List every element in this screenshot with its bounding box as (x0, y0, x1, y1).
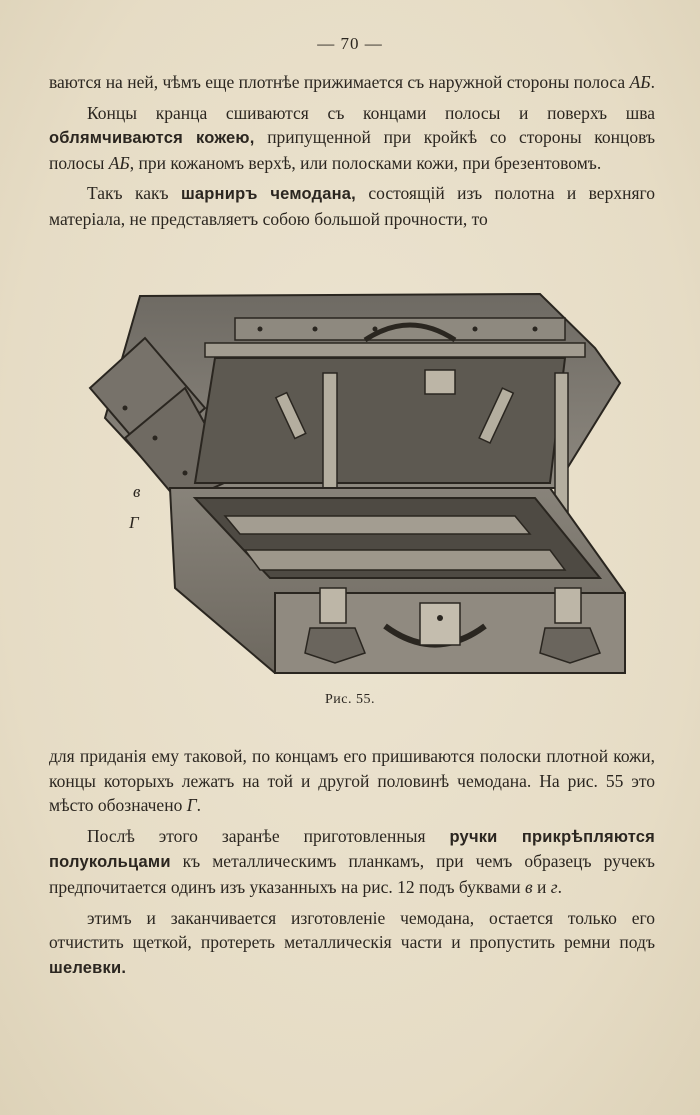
text-run: ваются на ней, чѣмъ еще плотнѣе прижимается съ наружной стороны полоса (49, 72, 630, 92)
text-run: . (557, 876, 562, 897)
paragraph (49, 744, 655, 818)
text-run: припущенной при кройкѣ со стороны концовъ полосы (49, 127, 655, 173)
italic-letters: АБ (629, 72, 651, 92)
suitcase-drawing (85, 288, 630, 683)
figure-caption: Рис. 55. (325, 692, 375, 707)
text-run: для приданія ему таковой, по концамъ его пришиваются полоски плотной кожи, концы которыхъ лежатъ на той и другой половинѣ чемодана. На рис. 55 это мѣсто обозначено (49, 746, 655, 816)
bold-term: шарниръ чемодана, (180, 185, 356, 204)
suitcase-illustration (85, 288, 630, 683)
text-run: и (532, 876, 551, 897)
bottom-text-block (49, 744, 655, 980)
bold-term: облямчиваются кожею, (49, 129, 255, 148)
text-run: Концы кранца сшиваются съ концами полосы и поверхъ шва (87, 102, 655, 123)
italic-letters: в (525, 876, 533, 897)
paragraph (49, 181, 655, 231)
text-run: . (196, 795, 202, 816)
paragraph (49, 824, 655, 900)
figure-label-g: Г (129, 513, 139, 532)
bold-term: ручки прикрѣпляются полукольцами (49, 827, 655, 872)
paragraph (49, 906, 655, 981)
text-run: Послѣ этого заранѣе приготовленныя (87, 825, 450, 846)
text-run: къ металлическимъ планкамъ, при чемъ образецъ ручекъ предпочитается одинъ изъ указанныхъ на рис. 12 подъ буквами (49, 851, 655, 897)
text-run: этимъ и заканчивается изготовленіе чемодана, остается только его отчистить щеткой, протереть металлическія части и пропустить ремни подъ (49, 907, 655, 953)
paragraph (49, 70, 655, 95)
page-number: — 70 — (317, 34, 383, 53)
italic-letters: Г (186, 795, 197, 816)
paragraph (49, 101, 655, 176)
top-text-block (49, 70, 655, 232)
italic-letters: г (550, 876, 558, 897)
text-run: Такъ какъ (87, 183, 181, 204)
text-run: , при кожаномъ верхѣ, или полосками кожи, при брезентовомъ. (129, 152, 602, 173)
italic-letters: АБ (108, 152, 130, 173)
figure-label-v: в (133, 482, 141, 501)
bold-term: шелевки. (49, 958, 127, 977)
text-run: состоящій изъ полотна и верхняго матеріала, не представляетъ собою большой прочности, то (49, 183, 655, 229)
text-run: . (650, 72, 655, 92)
